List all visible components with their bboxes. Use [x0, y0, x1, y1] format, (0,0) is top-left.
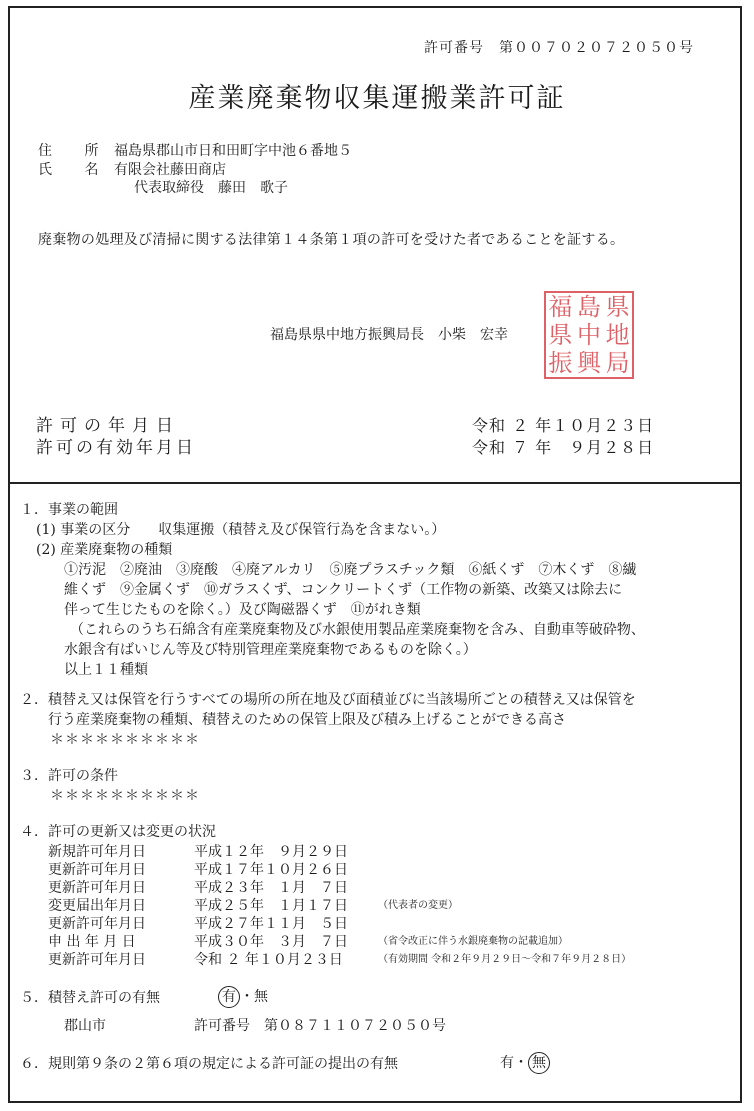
- transfer-city: 郡山市: [64, 1018, 106, 1034]
- separator-dot: ・: [514, 1055, 528, 1071]
- seal-char: 島: [576, 293, 601, 321]
- permit-date-value: 令和 ２ 年１０月２３日: [472, 416, 655, 435]
- history-date: 平成２３年 １月 ７日: [194, 880, 348, 896]
- history-label: 更新許可年月日: [48, 862, 146, 878]
- waste-line: （これらのうち石綿含有産業廃棄物及び水銀使用製品産業廃棄物を含み、自動車等破砕物、: [70, 622, 645, 638]
- history-date: 平成２５年 １月１７日: [194, 898, 348, 914]
- history-label: 申 出 年 月 日: [48, 934, 136, 950]
- history-note: （代表者の変更）: [378, 900, 458, 911]
- history-note: （省令改正に伴う水銀廃棄物の記載追加）: [378, 936, 568, 947]
- company-name: 有限会社藤田商店: [114, 162, 226, 178]
- history-label: 更新許可年月日: [48, 952, 146, 968]
- no-option: 無: [254, 989, 268, 1005]
- history-label: 更新許可年月日: [48, 880, 146, 896]
- validity-date-value: 令和 ７ 年 ９月２８日: [472, 438, 655, 457]
- certificate-title: 産業廃棄物収集運搬業許可証: [188, 83, 566, 114]
- seal-char: 局: [605, 349, 630, 377]
- address-label: 住 所: [38, 143, 113, 159]
- issuer: 福島県県中地方振興局長 小柴 宏幸: [270, 327, 508, 343]
- no-circled: 無: [528, 1052, 550, 1074]
- history-date: 平成２７年１１月 ５日: [194, 916, 348, 932]
- section-divider: [8, 482, 742, 484]
- waste-line: 維くず ⑨金属くず ⑩ガラスくず、コンクリートくず（工作物の新築、改築又は除去に: [64, 582, 623, 598]
- representative: 代表取締役 藤田 歌子: [134, 180, 288, 196]
- section1-heading: １．事業の範囲: [20, 502, 118, 518]
- address-value: 福島県郡山市日和田町字中池６番地５: [114, 143, 352, 159]
- section4-heading: ４．許可の更新又は変更の状況: [20, 824, 216, 840]
- permit-number: 許可番号 第００７０２０７２０５０号: [424, 40, 694, 56]
- history-label: 新規許可年月日: [48, 844, 146, 860]
- yes-circled: 有: [218, 986, 240, 1008]
- seal-char: 興: [576, 349, 601, 377]
- seal-char: 振: [548, 349, 573, 377]
- section5-heading: ５．積替え許可の有無: [20, 990, 160, 1006]
- section3-heading: ３．許可の条件: [20, 768, 118, 784]
- history-date: 平成１７年１０月２６日: [194, 862, 348, 878]
- submission-option: [500, 1052, 550, 1074]
- history-label: 更新許可年月日: [48, 916, 146, 932]
- seal-char: 地: [605, 321, 630, 349]
- seal-char: 県: [605, 293, 630, 321]
- validity-date-label: 許可の有効年月日: [36, 438, 196, 458]
- waste-count: 以上１１種類: [64, 662, 148, 678]
- name-label: 氏 名: [38, 162, 113, 178]
- section2-value: ＊＊＊＊＊＊＊＊＊＊: [50, 732, 200, 748]
- history-date: 平成３０年 ３月 ７日: [194, 934, 348, 950]
- section2-line1: ２．積替え又は保管を行うすべての場所の所在地及び面積並びに当該場所ごとの積替え又は保管を: [20, 692, 636, 708]
- seal-char: 県: [548, 321, 573, 349]
- waste-line: 水銀含有ばいじん等及び特別管理産業廃棄物であるものを除く。）: [64, 642, 477, 658]
- history-date: 平成１２年 ９月２９日: [194, 844, 348, 860]
- history-note: （有効期間 令和２年９月２９日～令和７年９月２８日）: [378, 954, 632, 965]
- history-date: 令和 ２ 年１０月２３日: [194, 952, 343, 968]
- history-label: 変更届出年月日: [48, 898, 146, 914]
- transfer-permit-number: 許可番号 第０８７１１０７２０５０号: [194, 1018, 446, 1034]
- section2-line2: 行う産業廃棄物の種類、積替えのための保管上限及び積み上げることができる高さ: [48, 712, 566, 728]
- transfer-option: [218, 986, 268, 1008]
- waste-line: ①汚泥 ②廃油 ③廃酸 ④廃アルカリ ⑤廃プラスチック類 ⑥紙くず ⑦木くず ⑧繊: [64, 562, 637, 578]
- yes-option: 有: [500, 1055, 514, 1071]
- certification-statement: 廃棄物の処理及び清掃に関する法律第１４条第１項の許可を受けた者であることを証する。: [38, 232, 625, 248]
- waste-types-heading: (2) 産業廃棄物の種類: [36, 542, 173, 558]
- permit-date-label: 許可の年月日: [36, 416, 180, 436]
- separator-dot: ・: [240, 989, 254, 1005]
- waste-line: 伴って生じたものを除く。）及び陶磁器くず ⑪がれき類: [64, 602, 421, 618]
- business-category: (1) 事業の区分 収集運搬（積替え及び保管行為を含まない。）: [36, 522, 446, 538]
- seal-char: 中: [576, 321, 601, 349]
- seal-char: 福: [548, 293, 573, 321]
- official-seal: [544, 291, 634, 379]
- section3-value: ＊＊＊＊＊＊＊＊＊＊: [50, 788, 200, 804]
- section6-heading: ６．規則第９条の２第６項の規定による許可証の提出の有無: [20, 1056, 398, 1072]
